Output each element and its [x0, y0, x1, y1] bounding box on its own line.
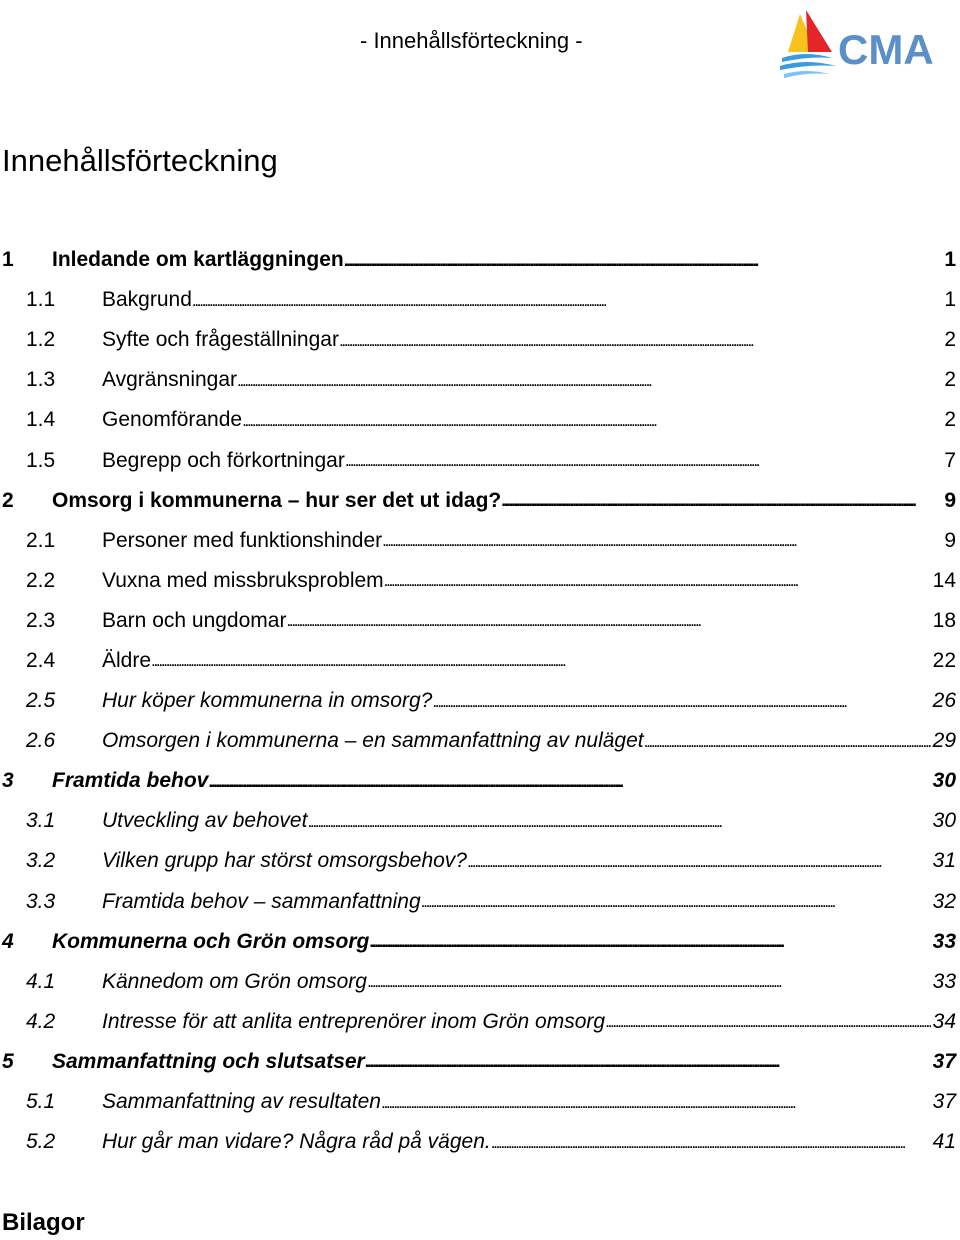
- toc-section-row[interactable]: [0, 841, 960, 881]
- toc-entry-number: 3.1: [26, 809, 56, 833]
- toc-entry-title: Kännedom om Grön omsorg: [102, 969, 367, 993]
- toc-section-row[interactable]: [0, 721, 960, 761]
- toc-section-row[interactable]: [0, 641, 960, 681]
- toc-dot-leader: [192, 288, 942, 313]
- toc-entry-title: Bakgrund: [102, 288, 192, 312]
- logo-wave-1: [782, 54, 832, 62]
- toc-section-row[interactable]: [0, 681, 960, 721]
- toc-entry-number: 2: [2, 488, 14, 512]
- toc-entry-title: Syfte och frågeställningar: [102, 328, 339, 352]
- toc-entry-title: Framtida behov: [52, 769, 209, 793]
- toc-entry-page: 7: [944, 448, 956, 472]
- toc-dot-leader: [345, 448, 943, 473]
- toc-entry-number: 5: [2, 1049, 14, 1073]
- toc-entry-title: Vuxna med missbruksproblem: [102, 568, 384, 592]
- toc-entry-title: Intresse för att anlita entreprenörer inom Grön omsorg: [102, 1009, 606, 1033]
- toc-dot-leader: [307, 809, 930, 834]
- logo-text: CMA: [838, 26, 934, 73]
- toc-dot-leader: [208, 769, 930, 794]
- toc-section-row[interactable]: [0, 1122, 960, 1162]
- toc-entry-title: Sammanfattning och slutsatser: [52, 1049, 365, 1073]
- toc-entry-page: 1: [944, 248, 956, 272]
- toc-dot-leader: [344, 248, 943, 273]
- toc-entry-title: Barn och ungdomar: [102, 608, 287, 632]
- toc-section-row[interactable]: [0, 1082, 960, 1122]
- toc-entry-page: 29: [932, 729, 956, 753]
- toc-entry-number: 2.4: [26, 648, 56, 672]
- toc-entry-page: 33: [932, 929, 956, 953]
- logo-wave-3: [784, 71, 830, 78]
- toc-entry-title: Framtida behov – sammanfattning: [102, 889, 421, 913]
- toc-chapter-row[interactable]: [0, 1042, 960, 1082]
- toc-section-row[interactable]: [0, 561, 960, 601]
- toc-section-row[interactable]: [0, 320, 960, 360]
- toc-entry-title: Omsorg i kommunerna – hur ser det ut idag?: [52, 488, 502, 512]
- logo-sail-red: [806, 10, 832, 52]
- toc-entry-number: 5.1: [26, 1090, 56, 1114]
- toc-section-row[interactable]: [0, 882, 960, 922]
- toc-entry-page: 2: [944, 368, 956, 392]
- toc-entry-number: 4.2: [26, 1009, 56, 1033]
- toc-dot-leader: [491, 1130, 931, 1155]
- toc-entry-page: 31: [932, 849, 956, 873]
- toc-chapter-row[interactable]: [0, 761, 960, 801]
- toc-dot-leader: [242, 408, 942, 433]
- toc-dot-leader: [367, 969, 931, 994]
- toc-entry-number: 1.2: [26, 328, 56, 352]
- toc-entry-title: Genomförande: [102, 408, 243, 432]
- running-header-title: - Innehållsförteckning -: [360, 28, 583, 53]
- toc-entry-page: 37: [932, 1090, 956, 1114]
- toc-entry-number: 1.5: [26, 448, 56, 472]
- toc-section-row[interactable]: [0, 280, 960, 320]
- toc-entry-title: Omsorgen i kommunerna – en sammanfattning av nuläget: [102, 729, 644, 753]
- toc-dot-leader: [644, 729, 931, 754]
- toc-entry-number: 1.3: [26, 368, 56, 392]
- toc-entry-title: Utveckling av behovet: [102, 809, 308, 833]
- toc-entry-title: Vilken grupp har störst omsorgsbehov?: [102, 849, 467, 873]
- toc-entry-title: Inledande om kartläggningen: [52, 248, 344, 272]
- toc-section-row[interactable]: [0, 400, 960, 440]
- toc-entry-number: 3.3: [26, 889, 56, 913]
- toc-section-row[interactable]: [0, 521, 960, 561]
- toc-section-row[interactable]: [0, 1002, 960, 1042]
- toc-entry-page: 14: [932, 568, 956, 592]
- toc-entry-page: 34: [932, 1009, 956, 1033]
- toc-dot-leader: [382, 528, 942, 553]
- toc-chapter-row[interactable]: [0, 922, 960, 962]
- toc-entry-page: 1: [944, 288, 956, 312]
- toc-dot-leader: [151, 648, 931, 673]
- cma-logo: [776, 6, 950, 84]
- toc-dot-leader: [501, 488, 942, 513]
- logo-wave-2: [780, 62, 836, 70]
- toc-entry-number: 2.6: [26, 729, 56, 753]
- toc-entry-page: 18: [932, 608, 956, 632]
- toc-entry-number: 4: [2, 929, 14, 953]
- toc-dot-leader: [237, 368, 942, 393]
- toc-dot-leader: [384, 568, 931, 593]
- toc-entry-number: 4.1: [26, 969, 56, 993]
- toc-dot-leader: [286, 608, 930, 633]
- toc-entry-title: Begrepp och förkortningar: [102, 448, 345, 472]
- toc-entry-number: 1: [2, 248, 14, 272]
- toc-dot-leader: [339, 328, 942, 353]
- toc-entry-title: Sammanfattning av resultaten: [102, 1090, 381, 1114]
- toc-entry-title: Kommunerna och Grön omsorg: [52, 929, 370, 953]
- toc-dot-leader: [467, 849, 931, 874]
- toc-entry-page: 32: [932, 889, 956, 913]
- toc-entry-number: 1.1: [26, 288, 56, 312]
- toc-entry-number: 3: [2, 769, 14, 793]
- toc-entry-number: 2.3: [26, 608, 56, 632]
- toc-section-row[interactable]: [0, 801, 960, 841]
- toc-entry-title: Hur går man vidare? Några råd på vägen.: [102, 1130, 491, 1154]
- toc-dot-leader: [432, 689, 930, 714]
- toc-chapter-row[interactable]: [0, 240, 960, 280]
- toc-chapter-row[interactable]: [0, 481, 960, 521]
- toc-entry-number: 2.1: [26, 528, 56, 552]
- toc-entry-title: Personer med funktionshinder: [102, 528, 383, 552]
- toc-entry-page: 2: [944, 408, 956, 432]
- toc-entry-number: 5.2: [26, 1130, 56, 1154]
- toc-dot-leader: [421, 889, 931, 914]
- toc-dot-leader: [381, 1090, 931, 1115]
- toc-dot-leader: [369, 929, 930, 954]
- toc-dot-leader: [605, 1009, 931, 1034]
- toc-entry-number: 3.2: [26, 849, 56, 873]
- sailboat-logo-icon: [776, 6, 950, 84]
- toc-entry-page: 41: [932, 1130, 956, 1154]
- toc-entry-page: 30: [932, 769, 956, 793]
- toc-entry-number: 1.4: [26, 408, 56, 432]
- toc-entry-title: Avgränsningar: [102, 368, 238, 392]
- toc-heading: Innehållsförteckning: [2, 143, 278, 178]
- toc-entry-page: 26: [932, 689, 956, 713]
- toc-section-row[interactable]: [0, 962, 960, 1002]
- toc-section-row[interactable]: [0, 601, 960, 641]
- toc-entry-page: 9: [944, 528, 956, 552]
- toc-entry-title: Hur köper kommunerna in omsorg?: [102, 689, 433, 713]
- toc-entry-page: 33: [932, 969, 956, 993]
- toc-section-row[interactable]: [0, 440, 960, 480]
- toc-dot-leader: [365, 1049, 931, 1074]
- toc-section-row[interactable]: [0, 360, 960, 400]
- toc-entry-number: 2.5: [26, 689, 56, 713]
- toc-entry-page: 22: [932, 648, 956, 672]
- toc-entry-title: Äldre: [102, 648, 152, 672]
- toc-entry-number: 2.2: [26, 568, 56, 592]
- appendix-heading: Bilagor: [2, 1209, 85, 1236]
- toc-entry-page: 9: [944, 488, 956, 512]
- toc-entry-page: 2: [944, 328, 956, 352]
- toc-entry-page: 30: [932, 809, 956, 833]
- table-of-contents: [0, 240, 960, 1162]
- toc-entry-page: 37: [932, 1049, 956, 1073]
